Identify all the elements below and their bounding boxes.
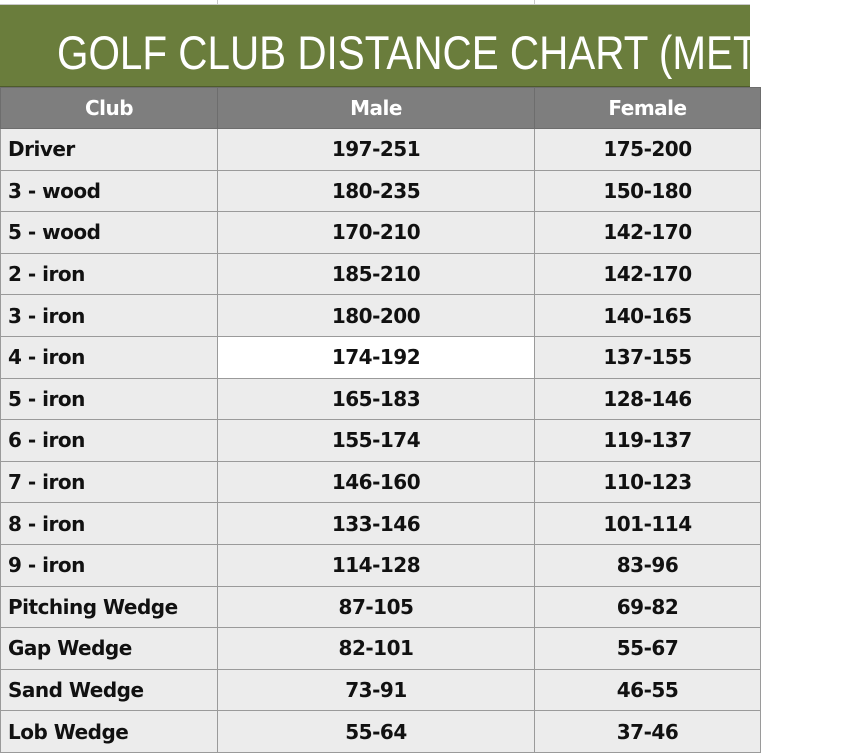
cell-club[interactable]: 3 - wood	[1, 170, 218, 212]
cell-male[interactable]: 133-146	[218, 503, 535, 545]
cell-male[interactable]: 185-210	[218, 253, 535, 295]
table-row	[1, 711, 761, 753]
page-title: GOLF CLUB DISTANCE CHART (METERS)	[57, 26, 854, 79]
cell-female[interactable]: 37-46	[535, 711, 761, 753]
cell-club[interactable]: Pitching Wedge	[1, 586, 218, 628]
cell-female[interactable]: 140-165	[535, 295, 761, 337]
cell-female[interactable]: 83-96	[535, 544, 761, 586]
cell-female[interactable]: 175-200	[535, 129, 761, 171]
cell-club[interactable]: 2 - iron	[1, 253, 218, 295]
cell-male[interactable]: 170-210	[218, 212, 535, 254]
cell-male-selected[interactable]: 174-192	[218, 336, 535, 378]
table-row	[1, 628, 761, 670]
cell-club[interactable]: 6 - iron	[1, 420, 218, 462]
table-row	[1, 503, 761, 545]
cell-male[interactable]: 55-64	[218, 711, 535, 753]
cell-female[interactable]: 46-55	[535, 669, 761, 711]
cell-club[interactable]: Gap Wedge	[1, 628, 218, 670]
cell-male[interactable]: 197-251	[218, 129, 535, 171]
cell-female[interactable]: 142-170	[535, 212, 761, 254]
table-row	[1, 170, 761, 212]
cell-female[interactable]: 119-137	[535, 420, 761, 462]
cell-female[interactable]: 150-180	[535, 170, 761, 212]
cell-male[interactable]: 155-174	[218, 420, 535, 462]
distance-table	[0, 87, 761, 753]
cell-male[interactable]: 82-101	[218, 628, 535, 670]
cell-club[interactable]: Driver	[1, 129, 218, 171]
table-row	[1, 461, 761, 503]
cell-male[interactable]: 180-200	[218, 295, 535, 337]
cell-female[interactable]: 110-123	[535, 461, 761, 503]
cell-female[interactable]: 101-114	[535, 503, 761, 545]
table-row	[1, 586, 761, 628]
cell-female[interactable]: 128-146	[535, 378, 761, 420]
cell-male[interactable]: 87-105	[218, 586, 535, 628]
table-row	[1, 212, 761, 254]
cell-female[interactable]: 142-170	[535, 253, 761, 295]
cell-club[interactable]: Lob Wedge	[1, 711, 218, 753]
table-row	[1, 420, 761, 462]
table-row	[1, 669, 761, 711]
cell-female[interactable]: 137-155	[535, 336, 761, 378]
cell-male[interactable]: 180-235	[218, 170, 535, 212]
cell-male[interactable]: 114-128	[218, 544, 535, 586]
cell-female[interactable]: 55-67	[535, 628, 761, 670]
table-row	[1, 295, 761, 337]
table-row	[1, 378, 761, 420]
table-row	[1, 129, 761, 171]
column-header-female[interactable]: Female	[535, 88, 761, 129]
title-cell[interactable]	[0, 5, 854, 87]
cell-female[interactable]: 69-82	[535, 586, 761, 628]
cell-club[interactable]: 4 - iron	[1, 336, 218, 378]
cell-club[interactable]: 5 - wood	[1, 212, 218, 254]
cell-club[interactable]: 9 - iron	[1, 544, 218, 586]
cell-male[interactable]: 73-91	[218, 669, 535, 711]
column-header-club[interactable]: Club	[1, 88, 218, 129]
cell-male[interactable]: 165-183	[218, 378, 535, 420]
cell-club[interactable]: 3 - iron	[1, 295, 218, 337]
header-row	[1, 88, 761, 129]
table-row	[1, 544, 761, 586]
table-row	[1, 336, 761, 378]
table-row	[1, 253, 761, 295]
cell-club[interactable]: 8 - iron	[1, 503, 218, 545]
cell-club[interactable]: 7 - iron	[1, 461, 218, 503]
cell-club[interactable]: 5 - iron	[1, 378, 218, 420]
cell-male[interactable]: 146-160	[218, 461, 535, 503]
column-header-male[interactable]: Male	[218, 88, 535, 129]
cell-club[interactable]: Sand Wedge	[1, 669, 218, 711]
